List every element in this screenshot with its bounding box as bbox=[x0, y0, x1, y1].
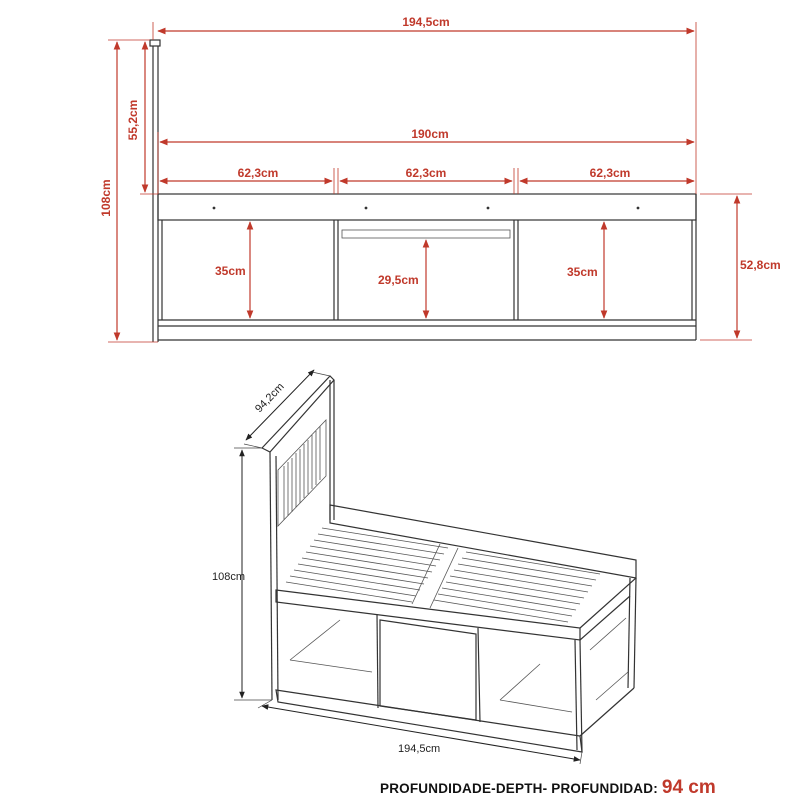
depth-footer-value: 94 cm bbox=[661, 777, 716, 798]
inner-width-label: 190cm bbox=[411, 127, 449, 141]
iso-height-label: 108cm bbox=[212, 571, 246, 583]
iso-depth-label: 94,2cm bbox=[252, 380, 287, 416]
section-width-3-label: 62,3cm bbox=[589, 166, 631, 180]
bed-height-label: 52,8cm bbox=[740, 258, 781, 272]
depth-footer-label: PROFUNDIDADE-DEPTH- PROFUNDIDAD: bbox=[380, 781, 658, 796]
total-height-label: 108cm bbox=[99, 179, 113, 217]
section-width-1-label: 62,3cm bbox=[237, 166, 279, 180]
headboard-post bbox=[150, 40, 160, 342]
section-width-2-label: 62,3cm bbox=[405, 166, 447, 180]
iso-headboard bbox=[262, 376, 334, 700]
right-niche-label: 35cm bbox=[567, 265, 598, 279]
iso-length-label: 194,5cm bbox=[398, 743, 441, 755]
depth-footer bbox=[380, 777, 790, 799]
total-width-label: 194,5cm bbox=[402, 15, 450, 29]
isometric-view bbox=[212, 370, 636, 764]
front-view bbox=[99, 15, 781, 342]
center-drawer-label: 29,5cm bbox=[378, 273, 419, 287]
headboard-height-label: 55,2cm bbox=[126, 99, 140, 141]
left-niche-label: 35cm bbox=[215, 264, 246, 278]
iso-slats bbox=[286, 528, 600, 622]
iso-frame bbox=[276, 505, 636, 752]
